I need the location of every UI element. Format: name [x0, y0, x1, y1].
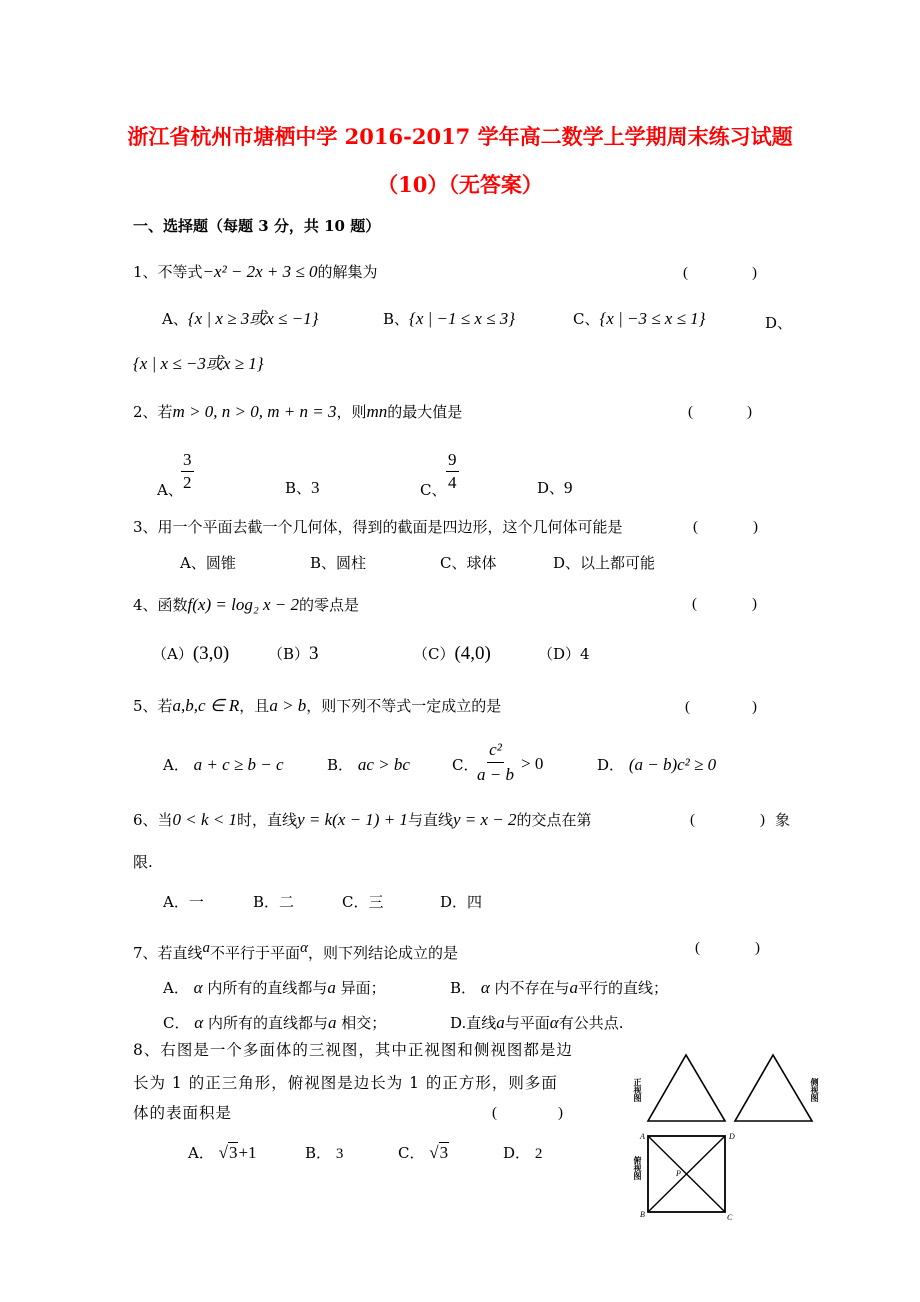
- option-label: A．: [163, 979, 189, 997]
- option-math: a: [327, 978, 336, 997]
- document-subtitle: （10）（无答案）: [377, 172, 543, 197]
- question-6-mid-1: 时，直线: [237, 811, 298, 829]
- option-label: C．: [342, 893, 369, 911]
- vertex-label-a: A: [640, 1132, 645, 1141]
- question-5-mid: ，且: [239, 697, 270, 715]
- answer-bracket-open: (: [688, 404, 693, 420]
- question-2-option-a-label: A、: [157, 481, 183, 499]
- question-8-option-d: [503, 1143, 542, 1163]
- question-5-prefix: 5、若: [133, 697, 173, 715]
- question-6-continuation: 限.: [133, 853, 153, 871]
- option-text: 内所有的直线都与: [207, 1014, 328, 1032]
- option-label: C．: [398, 1144, 425, 1162]
- question-2-option-d: [537, 478, 573, 498]
- option-text: 内所有的直线都与: [207, 979, 328, 997]
- option-math: α: [480, 978, 490, 997]
- option-math: (a − b)c² ≥ 0: [628, 755, 717, 774]
- option-label: A．: [163, 893, 189, 911]
- question-2-option-b: [285, 478, 320, 498]
- option-math: α: [549, 1013, 559, 1032]
- answer-bracket-close: ): [752, 596, 757, 612]
- option-text: 异面；: [340, 979, 386, 997]
- question-4-math: f(x) = log₂ x − 2: [187, 595, 300, 614]
- section-heading: 一、选择题（每题 3 分，共 10 题）: [133, 217, 381, 235]
- option-label: （A）: [152, 645, 193, 663]
- fraction-numerator: c²: [487, 738, 504, 763]
- front-view-label: 正视图: [633, 1078, 643, 1102]
- answer-bracket-close: ): [760, 812, 765, 828]
- option-math: {x | x ≤ −3或x ≥ 1}: [133, 354, 264, 373]
- question-6-after-bracket: 象: [775, 811, 791, 829]
- question-2-option-c-fraction: [446, 449, 459, 494]
- option-text: 平行的直线；: [578, 979, 669, 997]
- option-value: 四: [467, 893, 483, 911]
- option-text: 内不存在与: [494, 979, 570, 997]
- question-7-prefix: 7、若直线: [133, 944, 203, 962]
- question-1-math: −x² − 2x + 3 ≤ 0: [202, 262, 318, 281]
- option-label: （D）: [538, 645, 581, 663]
- question-1-option-d-label: D、: [765, 314, 793, 332]
- question-6-mid-2: 与直线: [407, 811, 453, 829]
- option-value: 3: [311, 478, 320, 497]
- sqrt-radicand: 3: [439, 1143, 449, 1162]
- sqrt-radicand: 3: [228, 1143, 238, 1162]
- option-value: 2: [534, 1146, 543, 1162]
- question-3-option-c: C、球体: [440, 554, 497, 572]
- question-4-option-b: [268, 644, 319, 664]
- question-3-option-d: D、以上都可能: [553, 554, 656, 572]
- front-view-triangle: [648, 1055, 725, 1121]
- answer-bracket-open: (: [492, 1105, 497, 1121]
- question-7-math-line: a: [202, 940, 211, 956]
- option-label: A、: [162, 310, 188, 328]
- question-5-math-condition: a > b: [269, 696, 307, 715]
- question-6-math-line-1: y = k(x − 1) + 1: [297, 810, 408, 829]
- sqrt-icon: √: [429, 1143, 439, 1162]
- option-value: (4,0): [454, 643, 491, 664]
- option-text: 有公共点.: [558, 1014, 624, 1032]
- question-8-stem-line-1: 8、右图是一个多面体的三视图，其中正视图和侧视图都是边: [133, 1041, 573, 1059]
- question-7-math-plane: α: [300, 940, 308, 956]
- question-8-stem-line-2: 长为 1 的正三角形，俯视图是边长为 1 的正方形，则多面: [133, 1074, 558, 1092]
- question-2-math-condition: m > 0, n > 0, m + n = 3: [172, 402, 337, 421]
- question-4-suffix: 的零点是: [299, 596, 360, 614]
- vertex-label-c: C: [727, 1213, 733, 1222]
- vertex-label-p: P: [676, 1169, 681, 1178]
- option-label: A．: [163, 756, 189, 774]
- option-value: 9: [564, 478, 573, 497]
- question-2-mid: ，则: [336, 403, 367, 421]
- question-5-stem: [133, 696, 501, 716]
- option-value: 3: [309, 643, 319, 664]
- question-5-option-c-fraction: [477, 738, 514, 787]
- question-7-suffix: ，则下列结论成立的是: [307, 944, 458, 962]
- answer-bracket-close: ): [558, 1105, 563, 1121]
- question-2-stem: [133, 402, 462, 422]
- option-label: D.: [450, 1014, 467, 1032]
- answer-bracket-close: ): [747, 404, 752, 420]
- option-math: +1: [238, 1143, 257, 1162]
- option-label: D．: [503, 1144, 531, 1162]
- option-value: 二: [279, 893, 295, 911]
- fraction-numerator: 3: [181, 449, 194, 472]
- question-5-option-a: [163, 755, 284, 775]
- option-math: α: [193, 978, 203, 997]
- question-6-stem: [133, 810, 592, 830]
- question-5-option-c-rest: > 0: [521, 754, 544, 773]
- question-5-option-b: [327, 755, 410, 775]
- question-6-math-line-2: y = x − 2: [452, 810, 517, 829]
- answer-bracket-close: ): [753, 519, 758, 535]
- question-4-option-a: [152, 644, 229, 664]
- side-view-triangle: [735, 1055, 812, 1121]
- answer-bracket-close: ): [752, 699, 757, 715]
- option-math: a: [328, 1013, 337, 1032]
- question-8-stem-line-3: 体的表面积是: [133, 1104, 233, 1122]
- option-math: α: [194, 1013, 204, 1032]
- option-text: 相交；: [341, 1014, 387, 1032]
- question-2-option-c-label: C、: [420, 481, 447, 499]
- fraction-denominator: a − b: [477, 765, 514, 784]
- question-1-stem: [133, 262, 378, 282]
- option-math: a + c ≥ b − c: [193, 755, 284, 774]
- option-label: B．: [450, 979, 477, 997]
- option-label: B、: [285, 479, 312, 497]
- document-title: 浙江省杭州市塘栖中学 2016-2017 学年高二数学上学期周末练习试题: [127, 124, 793, 149]
- option-value: (3,0): [192, 643, 230, 664]
- question-6-prefix: 6、当: [133, 811, 173, 829]
- fraction-denominator: 2: [183, 473, 192, 492]
- option-math: a: [496, 1013, 505, 1032]
- question-4-stem: [133, 595, 359, 615]
- option-math: {x | −1 ≤ x ≤ 3}: [409, 309, 516, 328]
- question-2-suffix: 的最大值是: [387, 403, 463, 421]
- fraction-numerator: 9: [446, 449, 459, 472]
- question-1-option-a: [162, 309, 318, 329]
- question-7-option-a: [163, 978, 386, 998]
- question-1-option-d: [133, 354, 264, 374]
- question-8-option-b: [305, 1143, 343, 1163]
- option-text: 直线: [466, 1014, 497, 1032]
- question-5-option-d: [597, 755, 716, 775]
- option-math: ac > bc: [357, 755, 410, 774]
- sqrt-icon: √: [218, 1143, 228, 1162]
- option-math: {x | x ≥ 3或x ≤ −1}: [187, 309, 319, 328]
- question-2-option-a-fraction: [181, 449, 194, 494]
- option-label: B．: [327, 756, 354, 774]
- option-math: a: [569, 978, 579, 997]
- vertex-label-d: D: [729, 1132, 735, 1141]
- option-label: B．: [305, 1144, 332, 1162]
- answer-bracket-open: (: [695, 940, 700, 956]
- option-label: A．: [188, 1144, 214, 1162]
- question-7-option-b: [450, 978, 668, 998]
- question-5-option-c-label: C．: [452, 756, 479, 774]
- question-7-option-d: [450, 1013, 624, 1033]
- option-label: B．: [253, 893, 280, 911]
- question-7-mid: 不平行于平面: [210, 944, 301, 962]
- question-3-option-b: B、圆柱: [310, 554, 367, 572]
- option-value: 一: [188, 893, 204, 911]
- question-1-option-c: [573, 309, 705, 329]
- option-label: B、: [383, 310, 410, 328]
- question-4-option-d: [538, 644, 590, 664]
- option-label: （C）: [413, 645, 455, 663]
- question-6-math-range: 0 < k < 1: [172, 810, 238, 829]
- question-4-option-c: [413, 644, 491, 664]
- question-7-stem: [133, 938, 458, 962]
- question-8-option-a: [188, 1143, 257, 1163]
- option-label: D．: [597, 756, 625, 774]
- option-label: C．: [163, 1014, 190, 1032]
- option-label: （B）: [268, 645, 310, 663]
- question-5-suffix: ，则下列不等式一定成立的是: [306, 697, 502, 715]
- answer-bracket-close: ): [752, 265, 757, 281]
- option-math: {x | −3 ≤ x ≤ 1}: [599, 309, 706, 328]
- question-6-option-a: [163, 892, 204, 912]
- question-7-option-c: [163, 1013, 386, 1033]
- question-6-option-b: [253, 892, 294, 912]
- question-1-option-b: [383, 309, 515, 329]
- vertex-label-b: B: [640, 1210, 645, 1219]
- question-8-option-c: [398, 1143, 449, 1163]
- question-4-prefix: 4、函数: [133, 596, 188, 614]
- question-3-option-a: A、圆锥: [180, 554, 236, 572]
- question-6-suffix: 的交点在第: [516, 811, 592, 829]
- three-view-figure: [615, 1045, 830, 1225]
- question-3-stem: 3、用一个平面去截一个几何体，得到的截面是四边形，这个几何体可能是: [133, 518, 623, 536]
- fraction-denominator: 4: [448, 473, 457, 492]
- option-value: 3: [335, 1146, 344, 1162]
- top-view-label: 俯视图: [633, 1156, 643, 1180]
- answer-bracket-open: (: [683, 265, 688, 281]
- answer-bracket-open: (: [693, 519, 698, 535]
- question-6-option-c: [342, 892, 384, 912]
- question-1-prefix: 1、不等式: [133, 263, 203, 281]
- answer-bracket-open: (: [690, 812, 695, 828]
- question-2-math-product: mn: [366, 402, 388, 421]
- question-6-option-d: [440, 892, 482, 912]
- option-text: 与平面: [504, 1014, 550, 1032]
- side-view-label: 侧视图: [810, 1078, 820, 1102]
- answer-bracket-open: (: [685, 699, 690, 715]
- option-value: 三: [368, 893, 384, 911]
- option-value: 4: [580, 645, 590, 663]
- question-1-suffix: 的解集为: [317, 263, 378, 281]
- option-label: D．: [440, 893, 468, 911]
- question-5-math-domain: a,b,c ∈ R: [172, 696, 240, 715]
- answer-bracket-open: (: [692, 596, 697, 612]
- option-label: C、: [573, 310, 600, 328]
- option-label: D、: [537, 479, 565, 497]
- answer-bracket-close: ): [755, 940, 760, 956]
- question-2-prefix: 2、若: [133, 403, 173, 421]
